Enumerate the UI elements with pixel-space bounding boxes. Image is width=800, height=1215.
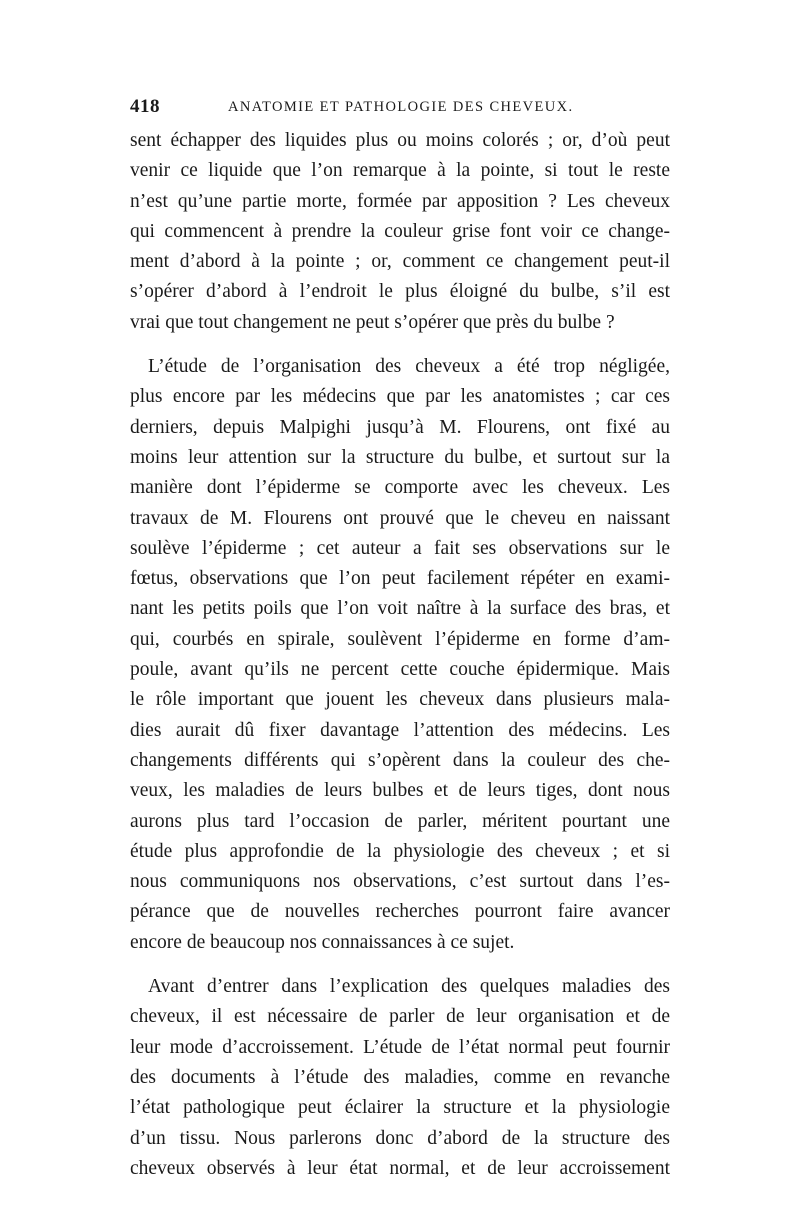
text-line: sent échapper des liquides plus ou moins colorés ; or, d’où peut	[130, 130, 670, 151]
text-line: changements différents qui s’opèrent dans la couleur des che-	[130, 749, 670, 771]
paragraph-gap	[130, 338, 670, 352]
paragraph	[130, 972, 670, 1184]
body-text	[130, 126, 670, 1184]
page-number: 418	[130, 96, 160, 117]
text-line: d’un tissu. Nous parlerons donc d’abord de la structure des	[130, 1127, 670, 1149]
text-line: pérance que de nouvelles recherches pourront faire avancer	[130, 901, 670, 923]
text-line: plus encore par les médecins que par les anatomistes ; car ces	[130, 386, 670, 408]
text-line: s’opérer d’abord à l’endroit le plus éloigné du bulbe, s’il est	[130, 281, 670, 303]
running-head-title: ANATOMIE ET PATHOLOGIE DES CHEVEUX.	[228, 99, 574, 115]
text-line: cheveux, il est nécessaire de parler de leur organisation et de	[130, 1006, 670, 1028]
text-line: vrai que tout changement ne peut s’opérer que près du bulbe ?	[130, 311, 615, 333]
text-line: l’état pathologique peut éclairer la structure et la physiologie	[130, 1097, 670, 1119]
text-line: qui commencent à prendre la couleur grise font voir ce change-	[130, 220, 670, 242]
text-line: L’étude de l’organisation des cheveux a été trop négligée,	[148, 356, 670, 378]
running-head	[130, 96, 670, 120]
text-line: soulève l’épiderme ; cet auteur a fait ses observations sur le	[130, 537, 670, 559]
text-line: dies aurait dû fixer davantage l’attention des médecins. Les	[130, 719, 670, 741]
text-line: poule, avant qu’ils ne percent cette couche épidermique. Mais	[130, 659, 670, 681]
text-line: veux, les maladies de leurs bulbes et de leurs tiges, dont nous	[130, 780, 670, 802]
text-line: fœtus, observations que l’on peut facilement répéter en exami-	[130, 568, 670, 590]
text-line: ment d’abord à la pointe ; or, comment ce changement peut-il	[130, 251, 670, 273]
text-line: travaux de M. Flourens ont prouvé que le cheveu en naissant	[130, 507, 670, 529]
text-line: cheveux observés à leur état normal, et de leur accroissement	[130, 1157, 670, 1179]
text-line: moins leur attention sur la structure du bulbe, et surtout sur la	[130, 446, 670, 468]
paragraph	[130, 126, 670, 338]
text-line: aurons plus tard l’occasion de parler, méritent pourtant une	[130, 810, 670, 832]
text-line: derniers, depuis Malpighi jusqu’à M. Flourens, ont fixé au	[130, 416, 670, 438]
text-line: nous communiquons nos observations, c’est surtout dans l’es-	[130, 871, 670, 893]
paragraph-gap	[130, 958, 670, 972]
text-line: étude plus approfondie de la physiologie des cheveux ; et si	[130, 840, 670, 862]
text-line: des documents à l’étude des maladies, comme en revanche	[130, 1066, 670, 1088]
text-line: venir ce liquide que l’on remarque à la pointe, si tout le reste	[130, 160, 670, 182]
text-line: qui, courbés en spirale, soulèvent l’épiderme en forme d’am-	[130, 628, 670, 650]
text-line: manière dont l’épiderme se comporte avec les cheveux. Les	[130, 477, 670, 499]
text-line: encore de beaucoup nos connaissances à ce sujet.	[130, 931, 515, 953]
text-line: leur mode d’accroissement. L’étude de l’état normal peut fournir	[130, 1036, 670, 1058]
text-line: n’est qu’une partie morte, formée par apposition ? Les cheveux	[130, 190, 670, 212]
paragraph	[130, 352, 670, 958]
text-line: le rôle important que jouent les cheveux dans plusieurs mala-	[130, 689, 670, 711]
text-line: Avant d’entrer dans l’explication des quelques maladies des	[148, 976, 670, 998]
text-line: nant les petits poils que l’on voit naître à la surface des bras, et	[130, 598, 670, 620]
